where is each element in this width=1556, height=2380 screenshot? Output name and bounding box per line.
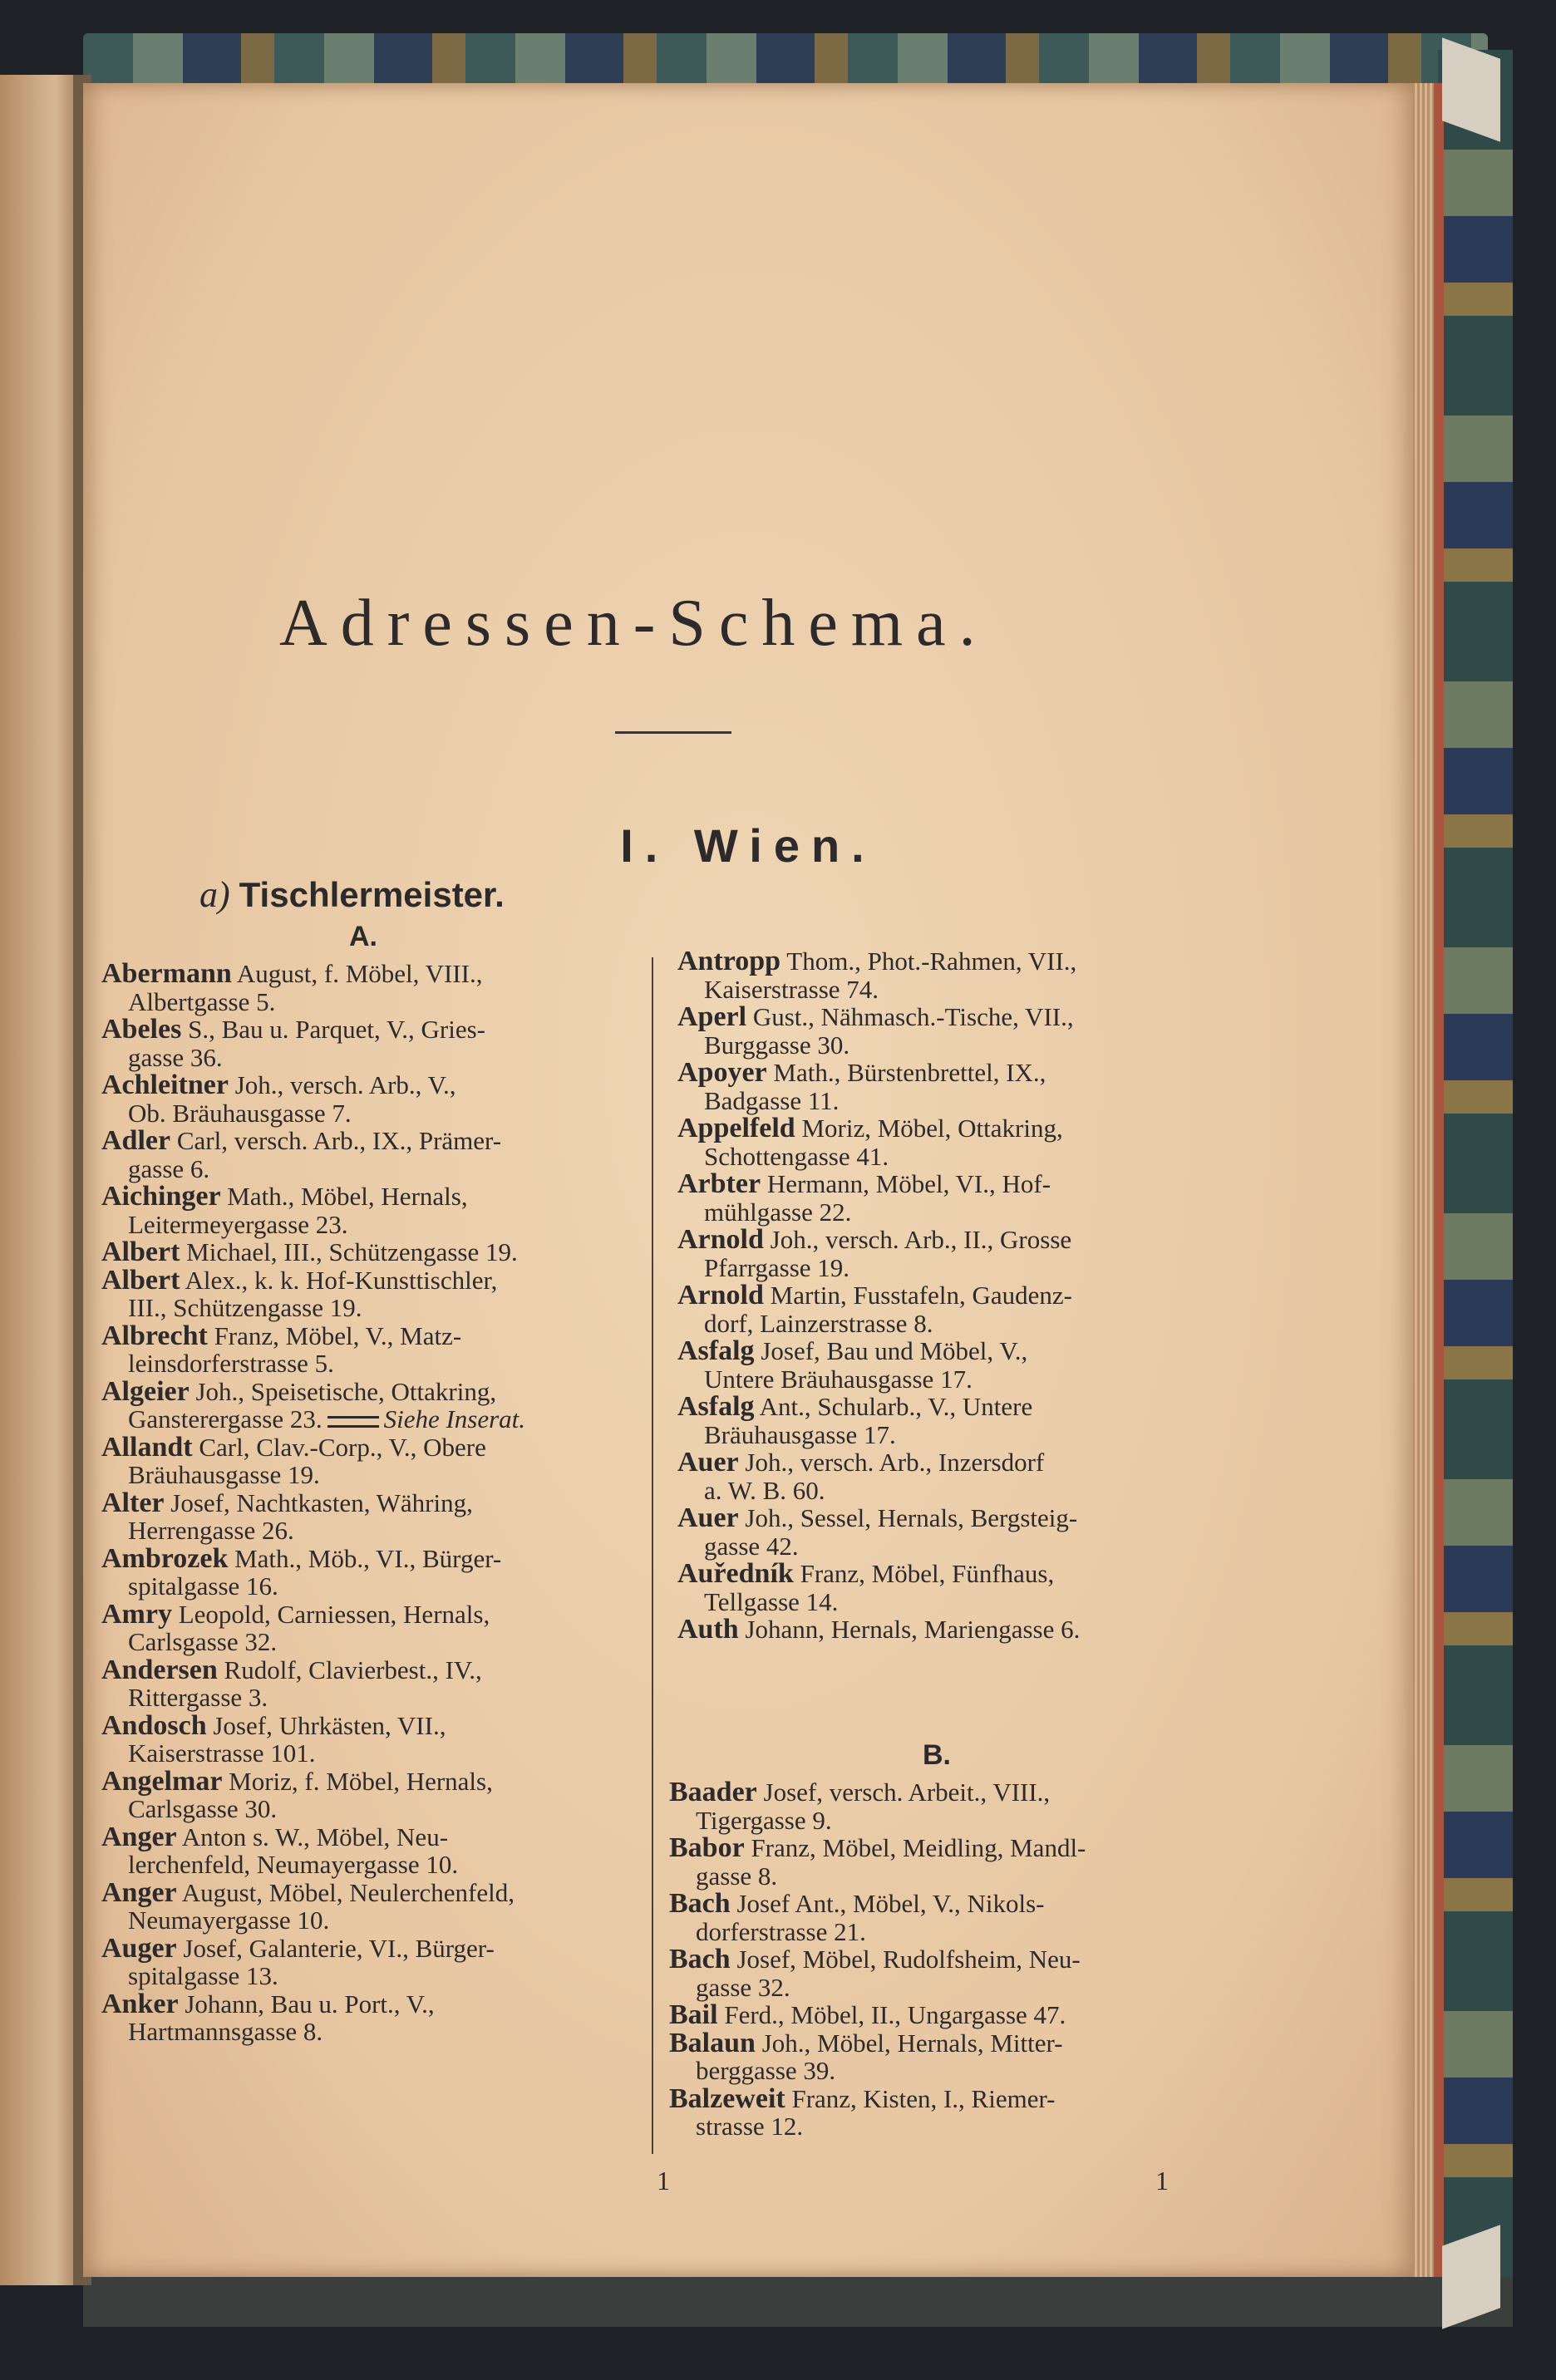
entry-first-line [669,1890,1230,1918]
entry-details: Thom., Phot.-Rahmen, VII., [780,947,1077,976]
entry-details: Johann, Hernals, Mariengasse 6. [738,1615,1081,1644]
entry-first-line [669,2082,1230,2114]
book-cover-bottom-edge [83,2277,1513,2327]
entry-first-line [101,1542,643,1574]
entry-continuation [677,1365,1230,1394]
entry-details: Martin, Fusstafeln, Gaudenz- [763,1281,1072,1310]
entry-first-line [101,1709,643,1741]
entry-details: Ant., Schularb., V., Untere [754,1392,1033,1421]
entry-address: strasse 12. [696,2112,804,2141]
entry-address: Schottengasse 41. [704,1141,889,1171]
entry-name: Anger [101,1821,177,1852]
entry-address: Gansterergasse 23. [128,1404,323,1433]
entry-name: Allandt [101,1431,193,1463]
entry-address: mühlgasse 22. [704,1197,852,1227]
entry-details: Franz, Möbel, Meidling, Mandl- [744,1833,1086,1862]
entry-details: Josef, Möbel, Rudolfsheim, Neu- [730,1945,1081,1974]
entry-details: Carl, Clav.-Corp., V., Obere [192,1432,486,1462]
entry-first-line [101,1127,643,1155]
title-rule [615,731,731,734]
entry-continuation [101,1684,643,1712]
entry-address: Kaiserstrasse 74. [704,974,879,1004]
entry-first-line [101,1238,643,1266]
entry-first-line [677,1560,1230,1588]
directory-entry [101,1765,643,1823]
entry-first-line [677,1281,1230,1310]
entry-address: Carlsgasse 30. [128,1794,278,1823]
entry-address: spitalgasse 13. [128,1961,278,1990]
directory-entry [101,1709,643,1768]
directory-entry [101,960,643,1015]
entry-first-line [677,1337,1230,1365]
entry-name: Albert [101,1264,180,1296]
entry-details: Josef, Bau und Möbel, V., [754,1336,1028,1365]
entry-name: Abermann [101,958,232,989]
entry-details: Franz, Kisten, I., Riemer- [785,2083,1056,2113]
entry-continuation [101,1099,643,1128]
entry-first-line [101,1183,643,1211]
entry-continuation [677,1310,1230,1338]
entry-address: Tigergasse 9. [696,1805,832,1835]
entry-name: Albert [101,1237,180,1267]
entry-name: Andosch [101,1709,207,1741]
entry-first-line [101,1823,643,1851]
directory-entry [677,1059,1230,1114]
entry-continuation [677,1254,1230,1282]
entry-name: Albrecht [101,1320,208,1351]
section-prefix: a) [199,874,230,915]
entry-continuation [669,1974,1230,2002]
entry-continuation [677,1143,1230,1171]
entry-details: Moriz, f. Möbel, Hernals, [222,1766,493,1796]
entry-first-line [677,1114,1230,1143]
entry-first-line [677,1504,1230,1532]
directory-entry [677,1615,1230,1644]
entry-first-line [101,1656,643,1684]
entry-continuation [101,1906,643,1935]
entry-details: Anton s. W., Möbel, Neu- [176,1822,449,1851]
entry-continuation [101,1517,643,1545]
directory-entry [669,1945,1230,2001]
entry-first-line [677,1059,1230,1087]
entry-name: Apoyer [677,1057,767,1088]
directory-entry [101,1876,643,1935]
entry-details: Leopold, Carniessen, Hernals, [171,1599,490,1629]
entry-details: S., Bau u. Parquet, V., Gries- [181,1015,486,1044]
entry-address: Bräuhausgasse 17. [704,1419,896,1449]
directory-entry [101,1433,643,1489]
entry-first-line [101,1598,643,1630]
entry-address: Hartmannsgasse 8. [128,2017,323,2046]
entry-first-line [677,1615,1230,1644]
entry-name: Ambrozek [101,1542,229,1574]
advert-reference: Siehe Inserat. [383,1404,526,1433]
entry-first-line [669,2029,1230,2058]
entry-details: Franz, Möbel, V., Matz- [207,1320,462,1350]
entry-first-line [101,1990,643,2019]
section-label: Tischlermeister. [239,875,505,914]
entry-details: Josef Ant., Möbel, V., Nikols- [730,1889,1045,1918]
entry-details: Josef, Uhrkästen, VII., [206,1710,446,1740]
directory-entry [101,1127,643,1183]
directory-entry [101,1375,643,1433]
entry-first-line [677,1170,1230,1198]
entry-continuation [677,1532,1230,1561]
entry-name: Auer [677,1502,739,1533]
entry-details: Math., Bürstenbrettel, IX., [766,1058,1046,1087]
entry-name: Achleitner [101,1070,229,1100]
entry-continuation [677,1031,1230,1060]
entry-name: Arnold [677,1224,764,1255]
entry-first-line [101,1932,643,1964]
right-column [677,947,1230,1644]
entry-details: August, f. Möbel, VIII., [231,959,483,988]
entry-name: Balaun [669,2027,756,2058]
directory-entry [677,1560,1230,1615]
entry-details: August, Möbel, Neulerchenfeld, [176,1877,515,1907]
entry-address: dorferstrasse 21. [696,1916,866,1946]
entry-first-line [669,1778,1230,1807]
entry-continuation [101,988,643,1016]
entry-details: Alex., k. k. Hof-Kunsttischler, [180,1265,498,1295]
entry-details: Johann, Bau u. Port., V., [178,1989,435,2019]
entry-details: Josef, Nachtkasten, Währing, [164,1488,473,1517]
entry-continuation [101,1962,643,1990]
entry-continuation [669,1807,1230,1835]
entry-details: Joh., versch. Arb., V., [228,1070,456,1099]
entry-address: gasse 6. [128,1153,210,1183]
entry-first-line [101,1071,643,1099]
entry-first-line [669,1945,1230,1974]
entry-name: Balzeweit [669,2082,785,2114]
entry-continuation [677,1198,1230,1227]
book-page [83,83,1413,2277]
entry-continuation [669,1918,1230,1946]
letter-heading-b: B. [923,1739,951,1771]
directory-entry [669,1834,1230,1890]
entry-continuation [677,976,1230,1004]
directory-entry [101,1542,643,1601]
entry-continuation [101,1851,643,1879]
entry-address: gasse 8. [696,1861,778,1891]
entry-name: Amry [101,1598,172,1630]
entry-name: Arnold [677,1280,764,1310]
entry-name: Bach [669,1944,731,1974]
letter-heading-a: A. [349,921,377,952]
entry-address: Leitermeyergasse 23. [128,1209,348,1239]
entry-continuation [669,1862,1230,1891]
entry-name: Babor [669,1832,745,1863]
entry-first-line [101,1876,643,1908]
entry-address: leinsdorferstrasse 5. [128,1349,334,1378]
entry-details: Joh., Sessel, Hernals, Bergsteig- [738,1503,1078,1532]
entry-continuation [101,1155,643,1183]
entry-continuation [101,1211,643,1239]
entry-first-line [677,947,1230,976]
entry-address: Badgasse 11. [704,1085,840,1115]
entry-name: Alter [101,1487,165,1518]
directory-entry [677,947,1230,1003]
entry-first-line [677,1448,1230,1477]
directory-entry [677,1504,1230,1560]
book-cover-right-edge [1438,50,1513,2327]
directory-entry [669,2082,1230,2141]
entry-name: Algeier [101,1375,190,1407]
entry-name: Antropp [677,946,781,976]
directory-entry [101,1990,643,2046]
entry-address: Neumayergasse 10. [128,1905,330,1935]
entry-name: Auth [677,1614,739,1645]
entry-name: Andersen [101,1654,218,1685]
entry-address: berggasse 39. [696,2056,836,2085]
entry-name: Auer [677,1447,739,1478]
directory-entry [101,1183,643,1238]
page-title: Adressen-Schema. [279,587,989,660]
entry-first-line [669,1834,1230,1862]
directory-entry [669,2001,1230,2029]
entry-details: Rudolf, Clavierbest., IV., [217,1655,482,1684]
entry-details: Josef, Galanterie, VI., Bürger- [176,1933,495,1963]
entry-continuation [677,1421,1230,1449]
entry-details: Math., Möbel, Hernals, [220,1182,468,1211]
entry-address: gasse 36. [128,1042,223,1072]
entry-continuation [101,1350,643,1378]
entry-details: Joh., Speisetische, Ottakring, [189,1376,497,1406]
directory-entry [101,1656,643,1712]
entry-details: Carl, versch. Arb., IX., Prämer- [170,1126,502,1155]
entry-address: Carlsgasse 32. [128,1627,278,1656]
entry-first-line [101,1433,643,1462]
entry-continuation [101,2018,643,2046]
entry-first-line [101,1322,643,1350]
directory-entry [101,1238,643,1266]
entry-address: Bräuhausgasse 19. [128,1460,320,1489]
directory-entry [677,1281,1230,1337]
entry-details: Michael, III., Schützengasse 19. [180,1237,518,1266]
directory-entry [101,1823,643,1879]
entry-continuation [669,2057,1230,2085]
entry-continuation [677,1087,1230,1115]
entry-details: Josef, versch. Arbeit., VIII., [756,1778,1051,1807]
entry-name: Asfalg [677,1335,755,1366]
entry-name: Auředník [677,1558,794,1589]
directory-entry [677,1226,1230,1281]
entry-address: gasse 32. [696,1972,790,2002]
entry-details: Franz, Möbel, Fünfhaus, [793,1559,1055,1588]
entry-name: Bach [669,1888,731,1919]
entry-address: gasse 42. [704,1531,799,1561]
page-number-left: 1 [657,2166,670,2196]
directory-entry [101,1932,643,1990]
entry-address: Herrengasse 26. [128,1516,294,1545]
entry-details: Joh., versch. Arb., Inzersdorf [738,1448,1045,1477]
entry-address: Burggasse 30. [704,1030,850,1060]
directory-entry [101,1489,643,1545]
entry-first-line [669,2001,1230,2029]
entry-address: dorf, Lainzerstrasse 8. [704,1308,933,1338]
entry-name: Auger [101,1932,177,1964]
entry-first-line [677,1226,1230,1254]
entry-first-line [101,1266,643,1295]
facing-page-edge [0,75,79,2285]
entry-address: Albertgasse 5. [128,986,276,1016]
entry-continuation [677,1477,1230,1505]
reference-mark [327,1416,379,1428]
entry-first-line [101,1765,643,1797]
page-number-right: 1 [1155,2166,1169,2196]
entry-name: Abeles [101,1014,182,1045]
entry-continuation [101,1739,643,1768]
entry-address: lerchenfeld, Neumayergasse 10. [128,1850,459,1879]
section-heading [199,874,505,915]
entry-first-line [101,1015,643,1044]
entry-details: Joh., versch. Arb., II., Grosse [763,1225,1072,1254]
entry-continuation [669,2112,1230,2141]
entry-details: Gust., Nähmasch.-Tische, VII., [746,1002,1074,1031]
entry-address: Untere Bräuhausgasse 17. [704,1364,972,1394]
entry-continuation [101,1461,643,1489]
entry-continuation [101,1572,643,1601]
red-page-edge [1434,83,1444,2277]
entry-continuation [101,1405,643,1433]
entry-name: Arbter [677,1168,761,1199]
entry-details: Math., Möb., VI., Bürger- [228,1543,502,1573]
entry-name: Angelmar [101,1765,223,1797]
entry-address: Pfarrgasse 19. [704,1252,850,1282]
entry-name: Anger [101,1876,177,1908]
directory-entry [677,1170,1230,1226]
entry-address: III., Schützengasse 19. [128,1293,362,1322]
entry-name: Bail [669,1999,718,2030]
entry-continuation [101,1628,643,1656]
entry-details: Joh., Möbel, Hernals, Mitter- [755,2028,1063,2058]
entry-details: Moriz, Möbel, Ottakring, [795,1114,1063,1143]
entry-first-line [101,1489,643,1517]
entry-continuation [101,1294,643,1322]
entry-name: Anker [101,1988,179,2019]
directory-entry [101,1598,643,1656]
entry-name: Appelfeld [677,1113,795,1143]
entry-details: Hermann, Möbel, VI., Hof- [761,1169,1051,1198]
directory-entry [677,1003,1230,1059]
directory-entry [677,1337,1230,1393]
entry-name: Aperl [677,1001,747,1032]
entry-first-line [677,1393,1230,1421]
entry-continuation [101,1795,643,1823]
directory-entry [101,1322,643,1378]
entry-first-line [101,1375,643,1407]
entry-address: Tellgasse 14. [704,1586,839,1616]
entry-address: Ob. Bräuhausgasse 7. [128,1098,352,1128]
entry-name: Adler [101,1125,171,1156]
entry-address: Kaiserstrasse 101. [128,1738,316,1768]
directory-entry [101,1015,643,1071]
entry-first-line [101,960,643,988]
directory-entry [677,1114,1230,1170]
entry-name: Baader [669,1777,757,1807]
directory-entry [669,1890,1230,1945]
right-column-b [669,1778,1230,2141]
column-divider [652,957,653,2154]
entry-address: Rittergasse 3. [128,1683,268,1712]
directory-entry [101,1071,643,1127]
directory-entry [677,1448,1230,1504]
entry-first-line [677,1003,1230,1031]
directory-entry [669,2029,1230,2085]
directory-entry [669,1778,1230,1834]
directory-entry [677,1393,1230,1448]
entry-continuation [677,1588,1230,1616]
city-heading: I. Wien. [620,819,876,872]
left-column [101,960,643,2046]
entry-name: Aichinger [101,1181,221,1212]
entry-name: Asfalg [677,1391,755,1422]
entry-address: a. W. B. 60. [704,1475,825,1505]
entry-continuation [101,1044,643,1072]
entry-address: spitalgasse 16. [128,1571,278,1601]
directory-entry [101,1266,643,1322]
entry-details: Ferd., Möbel, II., Ungargasse 47. [717,2000,1066,2029]
